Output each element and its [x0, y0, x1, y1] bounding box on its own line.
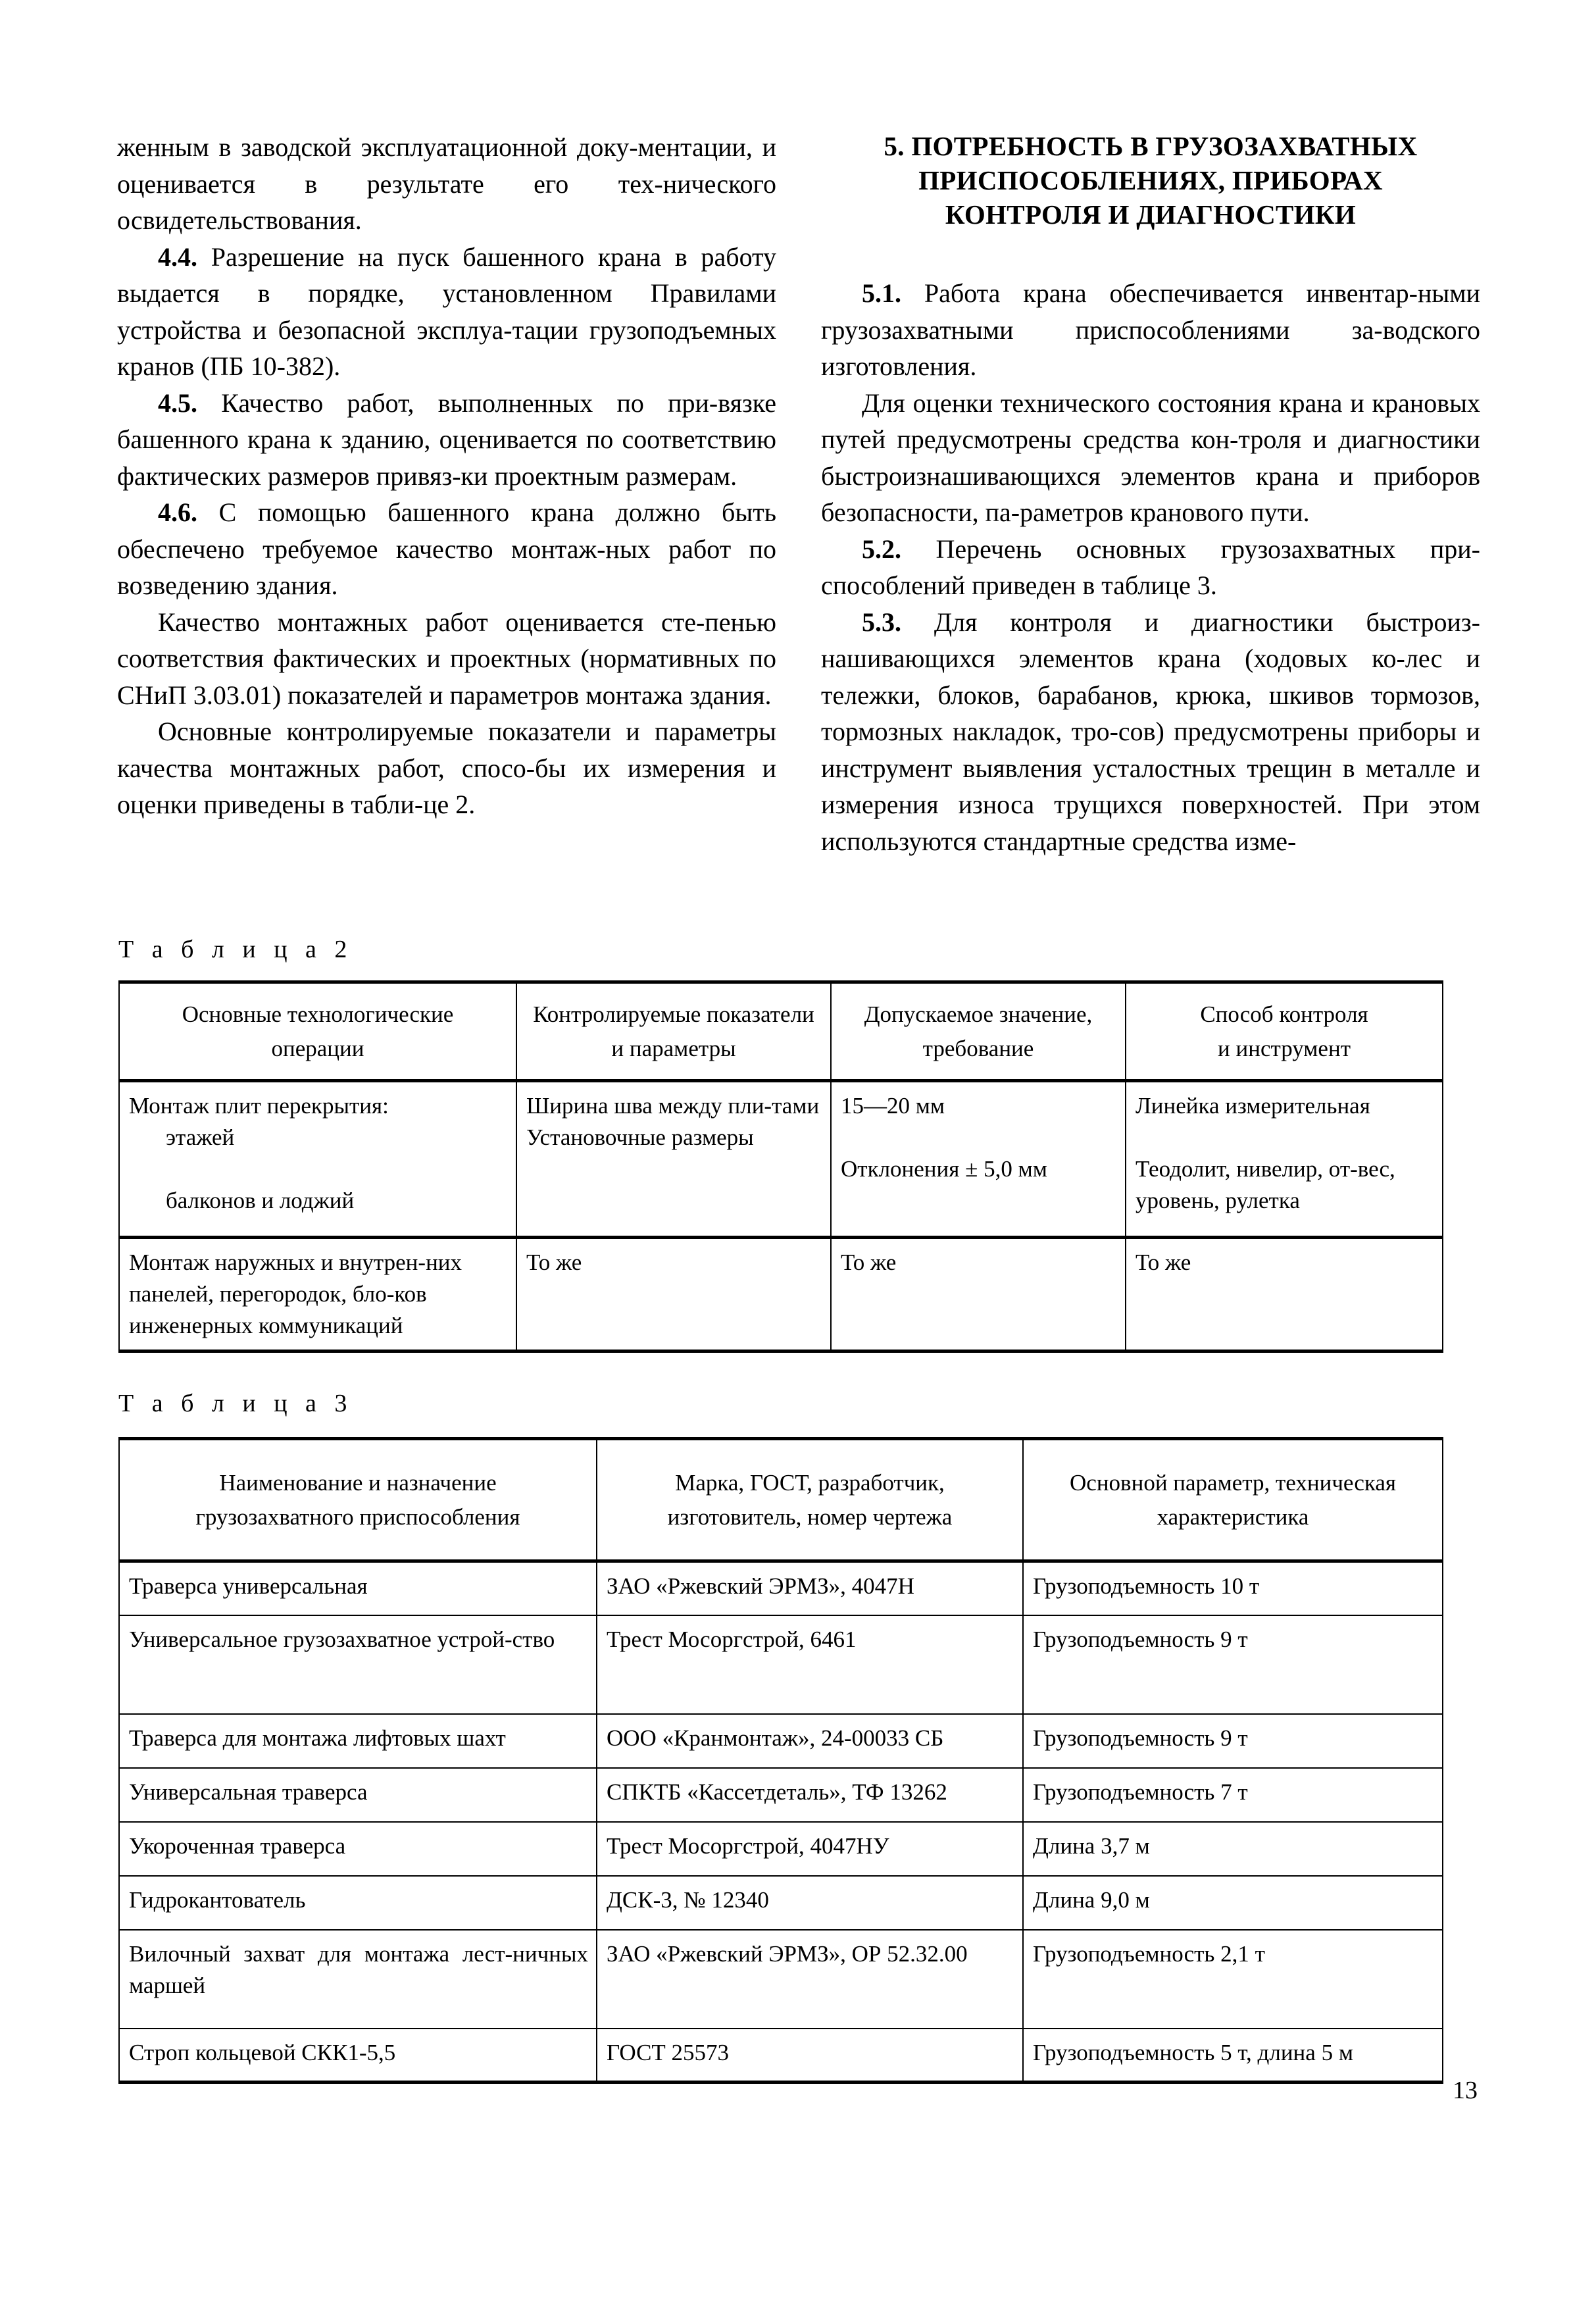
- table3-row: [119, 1714, 1443, 1768]
- table2-header-control-method: [1126, 982, 1443, 1081]
- table2-cell-operation: [119, 1081, 516, 1238]
- clause-number-4-6: 4.6.: [158, 497, 197, 527]
- two-column-body: [117, 129, 1480, 859]
- header-line: требование: [922, 1035, 1034, 1061]
- paragraph-quality-assessment: [117, 604, 776, 714]
- table2-header-operations: [119, 982, 516, 1081]
- table3-cell-name: Укороченная траверса: [119, 1822, 597, 1876]
- left-text-column: [117, 129, 776, 859]
- parameter-seam-width: Ширина шва между пли-тами: [526, 1093, 820, 1119]
- table3-row: [119, 1615, 1443, 1714]
- paragraph-main-indicators: [117, 713, 776, 823]
- section-heading-line-1: 5. ПОТРЕБНОСТЬ В ГРУЗОЗАХВАТНЫХ: [884, 131, 1418, 161]
- table2-header-parameters: [516, 982, 831, 1081]
- section-heading-5: [821, 129, 1480, 232]
- table2-cell-values: То же: [831, 1238, 1126, 1351]
- spacer: [129, 1153, 508, 1185]
- table3-row: [119, 1876, 1443, 1930]
- table3-cell-mark: ООО «Кранмонтаж», 24-00033 СБ: [597, 1714, 1023, 1768]
- table3-cell-mark: ГОСТ 25573: [597, 2029, 1023, 2082]
- table3-cell-spec: Грузоподъемность 2,1 т: [1023, 1930, 1443, 2029]
- parameter-setting-sizes: Установочные размеры: [526, 1124, 754, 1150]
- table3-cell-mark: ЗАО «Ржевский ЭРМЗ», 4047Н: [597, 1561, 1023, 1615]
- table3-cell-spec: Грузоподъемность 9 т: [1023, 1615, 1443, 1714]
- clause-number-4-5: 4.5.: [158, 388, 197, 418]
- paragraph-text: Качество работ, выполненных по при-вязке башенного крана к зданию, оценивается по соответствию фактических размеров привяз-ки проектным размерам.: [117, 388, 776, 491]
- table3-cell-spec: Грузоподъемность 9 т: [1023, 1714, 1443, 1768]
- paragraph-5-1: [821, 275, 1480, 385]
- clause-number-5-3: 5.3.: [862, 607, 901, 637]
- paragraph-5-3: [821, 604, 1480, 860]
- table2-caption: Т а б л и ц а 2: [118, 936, 353, 963]
- table3-cell-spec: Грузоподъемность 5 т, длина 5 м: [1023, 2029, 1443, 2082]
- paragraph-4-6: [117, 494, 776, 604]
- table2: [118, 980, 1443, 1353]
- table3-cell-mark: ЗАО «Ржевский ЭРМЗ», ОР 52.32.00: [597, 1930, 1023, 2029]
- table3-row: [119, 1930, 1443, 2029]
- table3-header-name: [119, 1439, 597, 1561]
- table3-cell-name: Строп кольцевой СКК1-5,5: [119, 2029, 597, 2082]
- paragraph-4-4: [117, 239, 776, 385]
- table3-cell-name: Универсальная траверса: [119, 1768, 597, 1822]
- operation-sub-floors: этажей: [166, 1124, 235, 1150]
- method-theodolite: Теодолит, нивелир, от-вес, уровень, рулетка: [1135, 1156, 1395, 1213]
- table3-row: [119, 2029, 1443, 2082]
- method-ruler: Линейка измерительная: [1135, 1093, 1370, 1119]
- table3-cell-mark: СПКТБ «Кассетдеталь», ТФ 13262: [597, 1768, 1023, 1822]
- paragraph-5-2: [821, 531, 1480, 604]
- value-seam: 15—20 мм: [841, 1093, 945, 1119]
- operation-title: Монтаж плит перекрытия:: [129, 1093, 389, 1119]
- header-line: изготовитель, номер чертежа: [667, 1503, 953, 1530]
- table3-cell-name: Траверса для монтажа лифтовых шахт: [119, 1714, 597, 1768]
- table2-cell-parameters: [516, 1081, 831, 1238]
- paragraph-text: Перечень основных грузозахватных при-способлений приведен в таблице 3.: [821, 534, 1480, 600]
- paragraph-text: Для оценки технического состояния крана и крановых путей предусмотрены средства кон-троля и диагностики быстроизнашивающихся элементов крана и приборов безопасности, па-раметров кранового пути.: [821, 388, 1480, 527]
- table3-cell-mark: Трест Мосоргстрой, 4047НУ: [597, 1822, 1023, 1876]
- paragraph-text: Основные контролируемые показатели и параметры качества монтажных работ, спосо-бы их измерения и оценки приведены в табли-це 2.: [117, 717, 776, 819]
- header-line: Основной параметр, техническая: [1070, 1469, 1396, 1496]
- table3-header-mark: [597, 1439, 1023, 1561]
- header-line: характеристика: [1157, 1503, 1309, 1530]
- table3-cell-spec: Длина 9,0 м: [1023, 1876, 1443, 1930]
- page-number: 13: [1453, 2077, 1478, 2104]
- table2-cell-values: [831, 1081, 1126, 1238]
- table3-cell-spec: Грузоподъемность 10 т: [1023, 1561, 1443, 1615]
- table3-cell-name: Гидрокантователь: [119, 1876, 597, 1930]
- table3-cell-name: Траверса универсальная: [119, 1561, 597, 1615]
- table3-header-spec: [1023, 1439, 1443, 1561]
- table2-cell-parameters: То же: [516, 1238, 831, 1351]
- header-line: и параметры: [611, 1035, 736, 1061]
- table2-header-allowed-value: [831, 982, 1126, 1081]
- value-deviation: Отклонения ± 5,0 мм: [841, 1156, 1047, 1182]
- table3-row: [119, 1822, 1443, 1876]
- header-line: Способ контроля: [1200, 1001, 1368, 1027]
- header-line: Основные технологические: [182, 1001, 454, 1027]
- table3-cell-spec: Грузоподъемность 7 т: [1023, 1768, 1443, 1822]
- paragraph-text: С помощью башенного крана должно быть обеспечено требуемое качество монтаж-ных работ по возведению здания.: [117, 497, 776, 600]
- table3-row: [119, 1768, 1443, 1822]
- table2-row-panel-installation: [119, 1238, 1443, 1351]
- header-line: Допускаемое значение,: [864, 1001, 1093, 1027]
- table2-row-slab-installation: [119, 1081, 1443, 1238]
- table3-cell-name: Универсальное грузозахватное устрой-ство: [119, 1615, 597, 1714]
- table3-header-row: [119, 1439, 1443, 1561]
- clause-number-5-1: 5.1.: [862, 278, 901, 308]
- paragraph-continuation: [117, 129, 776, 239]
- table3-cell-name: Вилочный захват для монтажа лест-ничных маршей: [119, 1930, 597, 2029]
- table2-header-row: [119, 982, 1443, 1081]
- clause-number-4-4: 4.4.: [158, 241, 197, 272]
- paragraph-4-5: [117, 385, 776, 495]
- table2-cell-methods: То же: [1126, 1238, 1443, 1351]
- paragraph-text: Качество монтажных работ оценивается сте-пенью соответствия фактических и проектных (нормативных по СНиП 3.03.01) показателей и параметров монтажа здания.: [117, 607, 776, 710]
- operation-sub-balconies: балконов и лоджий: [166, 1188, 355, 1213]
- paragraph-text: Для контроля и диагностики быстроиз-нашивающихся элементов крана (ходовых ко-лес и тележки, блоков, барабанов, крюка, шкивов тормозов, тормозных накладок, тро-сов) предусмотрены приборы и инструмент выявления усталостных трещин в металле и измерения износа трущихся поверхностей. При этом используются стандартные средства изме-: [821, 607, 1480, 856]
- header-line: Марка, ГОСТ, разработчик,: [675, 1469, 945, 1496]
- table3-cell-mark: ДСК-3, № 12340: [597, 1876, 1023, 1930]
- spacer: [841, 1122, 1117, 1153]
- paragraph-text: женным в заводской эксплуатационной доку-ментации, и оценивается в результате его тех-нического освидетельствования.: [117, 132, 776, 235]
- paragraph-technical-state: [821, 385, 1480, 531]
- table3-cell-spec: Длина 3,7 м: [1023, 1822, 1443, 1876]
- paragraph-text: Работа крана обеспечивается инвентар-ными грузозахватными приспособлениями за-водского изготовления.: [821, 278, 1480, 381]
- section-heading-line-2: ПРИСПОСОБЛЕНИЯХ, ПРИБОРАХ: [918, 165, 1383, 195]
- table3-cell-mark: Трест Мосоргстрой, 6461: [597, 1615, 1023, 1714]
- header-line: Контролируемые показатели: [533, 1001, 814, 1027]
- header-line: и инструмент: [1218, 1035, 1351, 1061]
- right-text-column: [821, 129, 1480, 859]
- table2-cell-methods: [1126, 1081, 1443, 1238]
- section-heading-line-3: КОНТРОЛЯ И ДИАГНОСТИКИ: [945, 199, 1357, 230]
- header-line: грузозахватного приспособления: [195, 1503, 520, 1530]
- paragraph-text: Разрешение на пуск башенного крана в работу выдается в порядке, установленном Правилами устройства и безопасной эксплуа-тации грузоподъемных кранов (ПБ 10-382).: [117, 241, 776, 381]
- header-line: Наименование и назначение: [219, 1469, 497, 1496]
- table3: [118, 1437, 1443, 2084]
- header-line: операции: [271, 1035, 364, 1061]
- clause-number-5-2: 5.2.: [862, 534, 901, 564]
- table3-row: [119, 1561, 1443, 1615]
- spacer: [1135, 1122, 1434, 1153]
- table3-caption: Т а б л и ц а 3: [118, 1390, 353, 1417]
- table2-cell-operation: Монтаж наружных и внутрен-них панелей, перегородок, бло-ков инженерных коммуникаций: [119, 1238, 516, 1351]
